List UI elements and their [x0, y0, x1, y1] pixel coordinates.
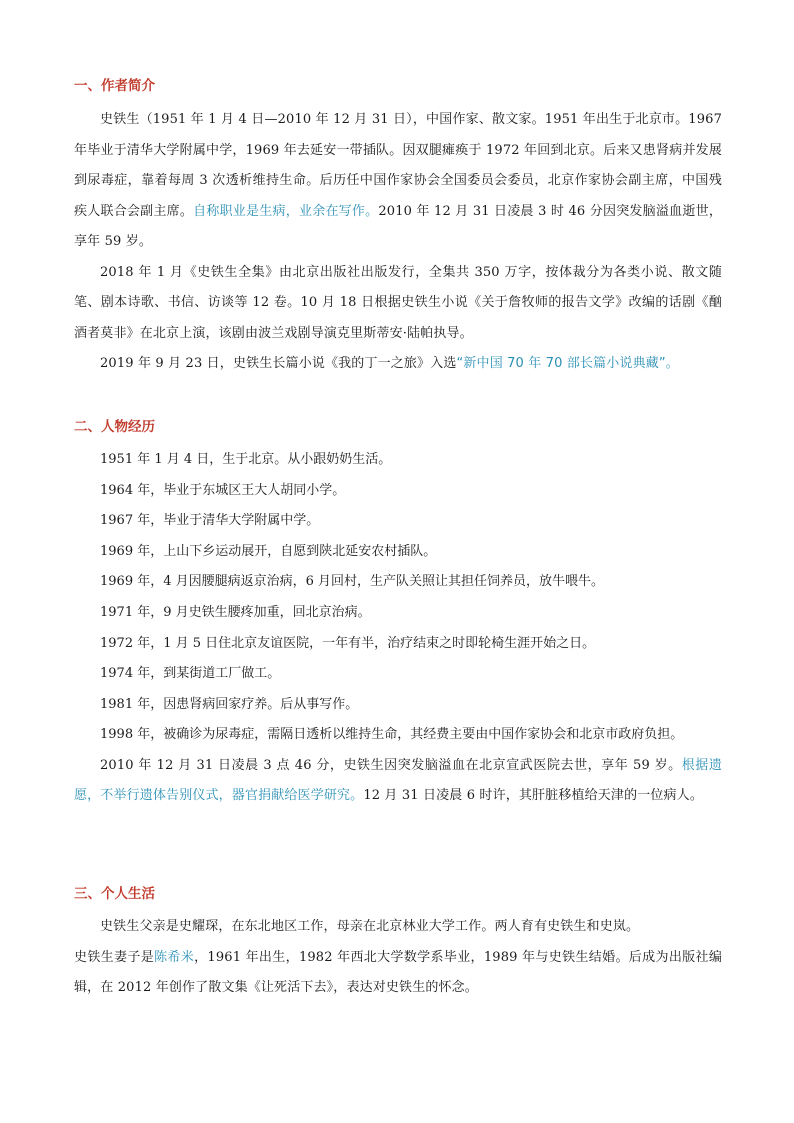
timeline-item: 1967 年，毕业于清华大学附属中学。	[100, 513, 320, 529]
timeline-item: 1974 年，到某街道工厂做工。	[100, 666, 281, 682]
timeline-item: 1972 年，1 月 5 日住北京友谊医院，一年有半，治疗结束之时即轮椅生涯开始之日。	[100, 635, 596, 651]
section-life-experience	[74, 417, 722, 812]
timeline-item: 1969 年，4 月因腰腿病返京治病，6 月回村，生产队关照让其担任饲养员，放牛喂牛。	[100, 574, 605, 590]
parents-paragraph: 史铁生父亲是史耀琛，在东北地区工作，母亲在北京林业大学工作。两人育有史铁生和史岚。	[100, 919, 640, 934]
highlight-occupation: 自称职业是生病，业余在写作。	[193, 203, 379, 219]
highlight-organ-donation: 根据遗愿，不举行遗体告别仪式，器官捐献给医学研究。	[74, 757, 723, 804]
timeline-item: 1964 年，毕业于东城区王大人胡同小学。	[100, 482, 346, 498]
section-author-intro	[74, 76, 722, 380]
novel-selection-paragraph	[74, 349, 722, 380]
death-text: 2010 年 12 月 31 日凌晨 3 点 46 分，史铁生因突发脑溢血在北京宣武医院去世，享年 59 岁。	[100, 757, 682, 773]
author-death-text: 2010 年 12 月 31 日凌晨 3 时 46 分因突发脑溢血逝世，享年 59 岁。	[74, 203, 722, 249]
section-heading-life-experience: 二、人物经历	[74, 419, 155, 435]
author-intro-paragraph	[74, 105, 722, 258]
spouse-text: 史铁生妻子是	[74, 949, 155, 965]
timeline-item: 1951 年 1 月 4 日，生于北京。从小跟奶奶生活。	[100, 452, 392, 467]
novel-selection-text: 2019 年 9 月 23 日，史铁生长篇小说《我的丁一之旅》入选	[100, 356, 457, 371]
section-personal-life	[74, 884, 722, 1004]
timeline-list	[74, 445, 722, 751]
timeline-item: 1969 年，上山下乡运动展开，自愿到陕北延安农村插队。	[100, 543, 437, 559]
complete-works-paragraph: 2018 年 1 月《史铁生全集》由北京出版社出版发行，全集共 350 万字，按体裁分为各类小说、散文随笔、剧本诗歌、书信、访谈等 12 卷。10 月 18 日根据史铁生小说《关于詹牧师的报告文学》改编的话剧《酗酒者莫非》在北京上演，该剧由波兰戏剧导演克里斯蒂安·陆帕执导。	[74, 264, 722, 341]
timeline-item: 1981 年，因患肾病回家疗养。后从事写作。	[100, 696, 359, 712]
section-heading-personal-life: 三、个人生活	[74, 886, 155, 902]
timeline-item: 1998 年，被确诊为尿毒症，需隔日透析以维持生命，其经费主要由中国作家协会和北京市政府负担。	[100, 727, 684, 743]
highlight-collection: “新中国 70 年 70 部长篇小说典藏”。	[456, 356, 679, 371]
highlight-spouse-name: 陈希米	[154, 949, 195, 965]
spouse-paragraph	[74, 943, 722, 1004]
timeline-item-2010	[74, 751, 722, 812]
spouse-details-text: ，1961 年出生，1982 年西北大学数学系毕业，1989 年与史铁生结婚。后成为出版社编辑，在 2012 年创作了散文集《让死活下去》，表达对史铁生的怀念。	[74, 949, 722, 995]
timeline-item: 1971 年，9 月史铁生腰疼加重，回北京治病。	[100, 604, 371, 620]
liver-transplant-text: 12 月 31 日凌晨 6 时许，其肝脏移植给天津的一位病人。	[363, 788, 703, 804]
section-heading-author-intro: 一、作者简介	[74, 78, 155, 94]
author-intro-text: 史铁生（1951 年 1 月 4 日—2010 年 12 月 31 日），中国作家、散文家。1951 年出生于北京市。1967 年毕业于清华大学附属中学，1969 年去延安一带插队。因双腿瘫痪于 1972 年回到北京。后来又患肾病并发展到尿毒症，靠着每周 3 次透析维持生命。后历任中国作家协会全国委员会委员，北京作家协会副主席，中国残疾人联合会副主席。	[74, 112, 722, 219]
